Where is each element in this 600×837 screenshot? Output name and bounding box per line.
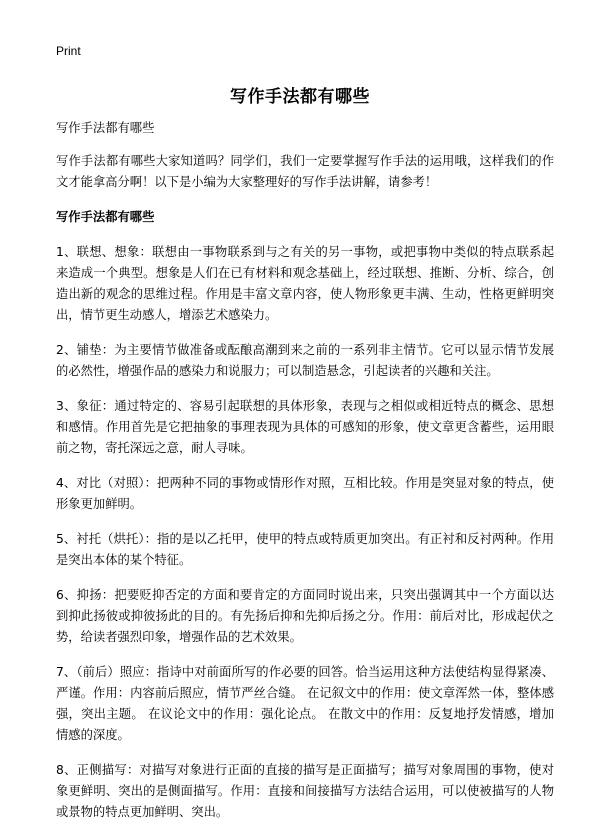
- section-heading: 写作手法都有哪些: [56, 210, 155, 224]
- technique-item-direct-indirect: 8、正侧描写：对描写对象进行正面的直接的描写是正面描写；描写对象周围的事物，使对象更鲜明、突出的是侧面描写。作用：直接和间接描写方法结合运用，可以使被描写的人物或景物的特点更加鲜明、突出。: [56, 763, 554, 819]
- technique-item-association: 1、联想、想象：联想由一事物联系到与之有关的另一事物，或把事物中类似的特点联系起来造成一个典型。想象是人们在已有材料和观念基础上，经过联想、推断、分析、综合，创造出新的观念的思维过程。作用是丰富文章内容，使人物形象更丰满、生动，性格更鲜明突出，情节更生动感人，增添艺术感染力。: [56, 245, 554, 322]
- technique-item-praise-suppress: 6、抑扬：把要贬抑否定的方面和要肯定的方面同时说出来，只突出强调其中一个方面以达到抑此扬彼或抑彼扬此的目的。有先扬后抑和先抑后扬之分。作用：前后对比，形成起伏之势，给读者强烈印象，增强作品的艺术效果。: [56, 588, 554, 644]
- technique-item-foreshadowing: 2、铺垫：为主要情节做准备或酝酿高潮到来之前的一系列非主情节。它可以显示情节发展的必然性，增强作品的感染力和说服力；可以制造悬念，引起读者的兴趣和关注。: [56, 343, 554, 378]
- article-body: [56, 118, 554, 837]
- page-title: 写作手法都有哪些: [230, 87, 370, 107]
- intro-paragraph: 写作手法都有哪些大家知道吗？同学们，我们一定要掌握写作手法的运用哦，这样我们的作文才能拿高分啊！以下是小编为大家整理好的写作手法讲解，请参考！: [56, 154, 554, 189]
- article-subtitle: 写作手法都有哪些: [56, 121, 155, 135]
- print-link[interactable]: Print: [56, 44, 81, 58]
- technique-item-contrast: 4、对比（对照）：把两种不同的事物或情形作对照，互相比较。作用是突显对象的特点，使形象更加鲜明。: [56, 476, 554, 511]
- technique-item-echo: 7、（前后）照应：指诗中对前面所写的作必要的回答。恰当运用这种方法使结构显得紧凑、严谨。作用：内容前后照应，情节严丝合缝。 在记叙文中的作用：使文章浑然一体，整体感强，突出主题。 在议论文中的作用：强化论点。 在散文中的作用：反复地抒发情感，增加情感的深度。: [56, 665, 554, 742]
- technique-item-foil: 5、衬托（烘托）：指的是以乙托甲，使甲的特点或特质更加突出。有正衬和反衬两种。作用是突出本体的某个特征。: [56, 532, 554, 567]
- technique-item-symbolism: 3、象征：通过特定的、容易引起联想的具体形象，表现与之相似或相近特点的概念、思想和感情。作用首先是它把抽象的事理表现为具体的可感知的形象，使文章更含蓄些，运用眼前之物，寄托深远之意，耐人寻味。: [56, 399, 554, 455]
